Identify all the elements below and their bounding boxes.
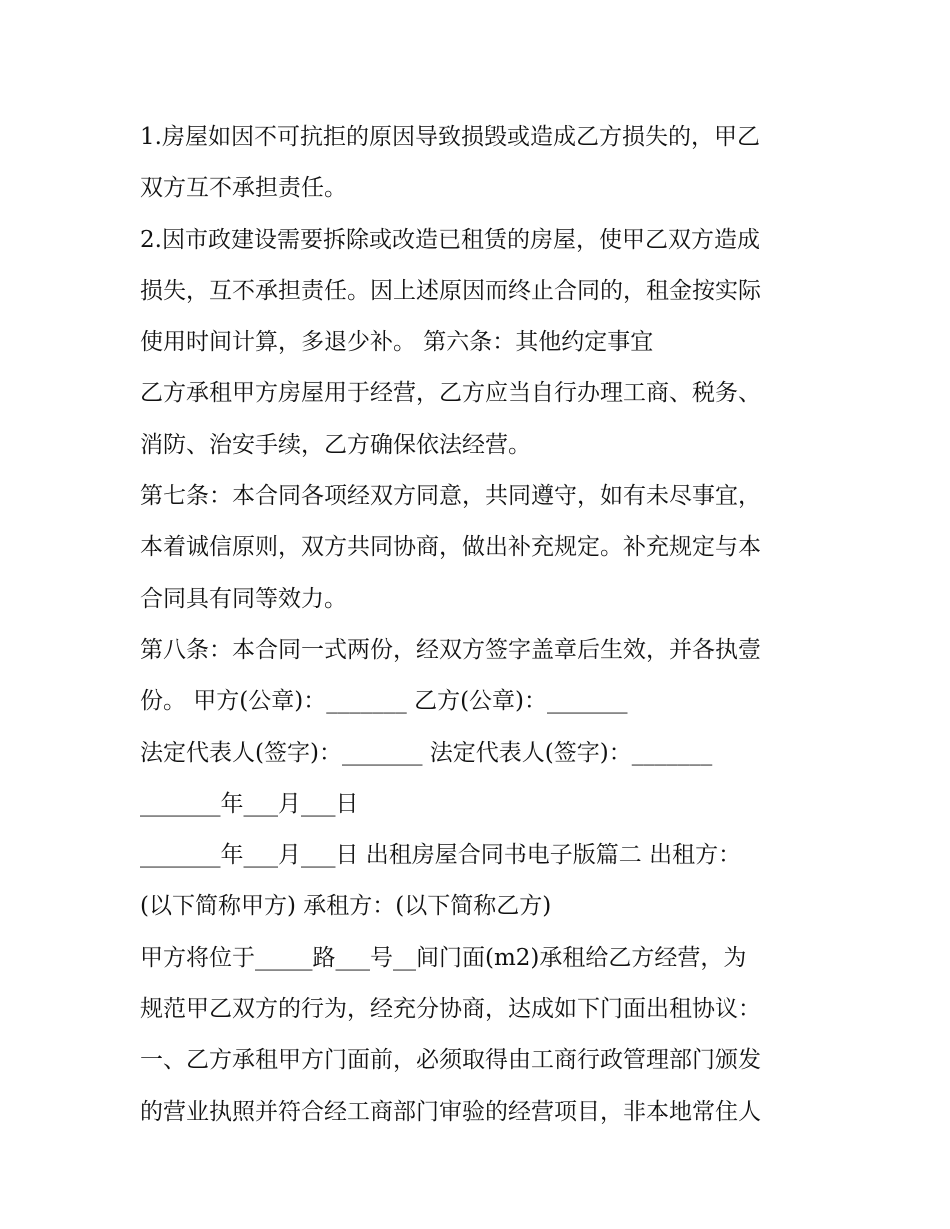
text-line: 规范甲乙双方的行为，经充分协商，达成如下门面出租协议： (140, 996, 761, 1023)
text-line: 合同具有同等效力。 (140, 585, 347, 612)
text-line: 本着诚信原则，双方共同协商，做出补充规定。补充规定与本 (140, 534, 761, 561)
text-line: 一、乙方承租甲方门面前，必须取得由工商行政管理部门颁发 (140, 1047, 761, 1074)
text-line: 双方互不承担责任。 (140, 175, 347, 202)
text-line: 使用时间计算，多退少补。 第六条：其他约定事宜 (140, 329, 654, 356)
text-line: 第七条：本合同各项经双方同意，共同遵守，如有未尽事宜， (140, 483, 761, 510)
text-line: 法定代表人(签字)：_______ 法定代表人(签字)：_______ (140, 739, 713, 766)
document-body (140, 112, 820, 1138)
text-line: _______年___月___日 出租房屋合同书电子版篇二 出租方： (140, 842, 742, 869)
text-line: 消防、治安手续，乙方确保依法经营。 (140, 431, 531, 458)
text-line: (以下简称甲方) 承租方：(以下简称乙方) (140, 893, 552, 920)
text-line: 损失，互不承担责任。因上述原因而终止合同的，租金按实际 (140, 277, 761, 304)
text-line: 第八条：本合同一式两份，经双方签字盖章后生效，并各执壹 (140, 636, 761, 663)
text-line: 乙方承租甲方房屋用于经营，乙方应当自行办理工商、税务、 (140, 380, 761, 407)
text-line: _______年___月___日 (140, 790, 359, 817)
text-line: 2.因市政建设需要拆除或改造已租赁的房屋，使甲乙双方造成 (140, 226, 760, 253)
text-line: 的营业执照并符合经工商部门审验的经营项目，非本地常住人 (140, 1098, 761, 1125)
text-line: 甲方将位于_____路___号__间门面(m2)承租给乙方经营，为 (140, 944, 747, 971)
text-line: 1.房屋如因不可抗拒的原因导致损毁或造成乙方损失的，甲乙 (140, 124, 760, 150)
text-line: 份。 甲方(公章)：_______ 乙方(公章)：_______ (140, 688, 628, 715)
